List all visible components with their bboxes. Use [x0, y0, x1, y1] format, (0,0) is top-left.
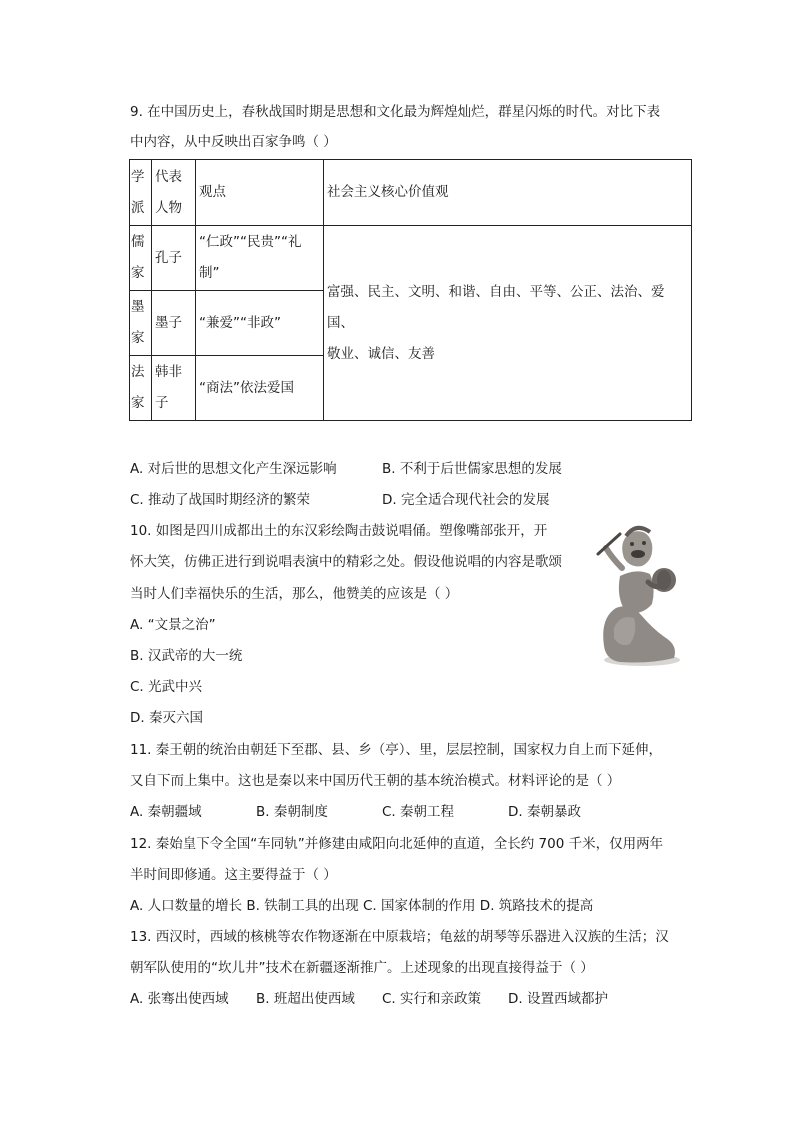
person-cell: 孔子	[152, 226, 196, 291]
view-cell: “商法”依法爱国	[196, 356, 324, 421]
q9-option-b[interactable]: B. 不利于后世儒家思想的发展	[382, 461, 562, 477]
view-cell: “兼爱”“非政”	[196, 291, 324, 356]
q13-option-c[interactable]: C. 实行和亲政策	[382, 991, 482, 1007]
header-view: 观点	[196, 160, 324, 226]
q12-options-line[interactable]: A. 人口数量的增长 B. 铁制工具的出现 C. 国家体制的作用 D. 筑路技术的提高	[130, 898, 594, 914]
q13-stem-line1: 13. 西汉时，西域的核桃等农作物逐渐在中原栽培；龟兹的胡琴等乐器进入汉族的生活；汉	[130, 929, 669, 945]
q9-stem-line1: 9. 在中国历史上，春秋战国时期是思想和文化最为辉煌灿烂，群星闪烁的时代。对比下表	[130, 104, 661, 120]
q9-option-d[interactable]: D. 完全适合现代社会的发展	[382, 492, 550, 508]
view-cell: “仁政”“民贵”“礼制”	[196, 226, 324, 291]
q13-option-b[interactable]: B. 班超出使西域	[256, 991, 355, 1007]
header-person: 代表 人物	[152, 160, 196, 226]
person-cell: 韩非 子	[152, 356, 196, 421]
q11-option-b[interactable]: B. 秦朝制度	[256, 804, 328, 820]
school-cell: 墨 家	[130, 291, 152, 356]
q11-option-a[interactable]: A. 秦朝疆域	[130, 804, 202, 820]
table-header-row	[130, 160, 692, 226]
header-values: 社会主义核心价值观	[324, 160, 692, 226]
q13-stem-line2: 朝军队使用的“坎儿井”技术在新疆逐渐推广。上述现象的出现直接得益于（ ）	[130, 960, 594, 976]
core-values-cell: 富强、民主、文明、和谐、自由、平等、公正、法治、爱国、 敬业、诚信、友善	[324, 226, 692, 421]
school-cell: 儒 家	[130, 226, 152, 291]
q10-option-c[interactable]: C. 光武中兴	[130, 679, 203, 695]
q11-stem-line2: 又自下而上集中。这也是秦以来中国历代王朝的基本统治模式。材料评论的是（ ）	[130, 773, 621, 789]
q10-option-a[interactable]: A. “文景之治”	[130, 617, 216, 633]
q11-option-d[interactable]: D. 秦朝暴政	[508, 804, 581, 820]
person-cell: 墨子	[152, 291, 196, 356]
q9-option-a[interactable]: A. 对后世的思想文化产生深远影响	[130, 461, 337, 477]
q9-comparison-table	[129, 159, 692, 421]
q10-stem-line1: 10. 如图是四川成都出土的东汉彩绘陶击鼓说唱俑。塑像嘴部张开，开	[130, 523, 548, 539]
q10-stem-line2: 怀大笑，仿佛正进行到说唱表演中的精彩之处。假设他说唱的内容是歌颂	[130, 554, 562, 570]
q10-stem-line3: 当时人们幸福快乐的生活，那么，他赞美的应该是（ ）	[130, 586, 459, 602]
header-school: 学 派	[130, 160, 152, 226]
q9-option-c[interactable]: C. 推动了战国时期经济的繁荣	[130, 492, 311, 508]
q12-stem-line1: 12. 秦始皇下令全国“车同轨”并修建由咸阳向北延伸的直道，全长约 700 千米，仅用两年	[130, 836, 664, 852]
q13-option-d[interactable]: D. 设置西域都护	[508, 991, 608, 1007]
table-row	[130, 226, 692, 291]
q11-option-c[interactable]: C. 秦朝工程	[382, 804, 455, 820]
q9-stem-line2: 中内容，从中反映出百家争鸣（ ）	[130, 134, 337, 150]
drummer-storyteller-figurine-image	[590, 518, 690, 668]
q13-option-a[interactable]: A. 张骞出使西域	[130, 991, 229, 1007]
q10-option-d[interactable]: D. 秦灭六国	[130, 710, 203, 726]
q12-stem-line2: 半时间即修通。这主要得益于（ ）	[130, 867, 337, 883]
school-cell: 法 家	[130, 356, 152, 421]
q11-stem-line1: 11. 秦王朝的统治由朝廷下至郡、县、乡（亭）、里，层层控制，国家权力自上而下延伸，	[130, 742, 663, 758]
q10-option-b[interactable]: B. 汉武帝的大一统	[130, 648, 243, 664]
figurine-illustration	[590, 518, 690, 668]
